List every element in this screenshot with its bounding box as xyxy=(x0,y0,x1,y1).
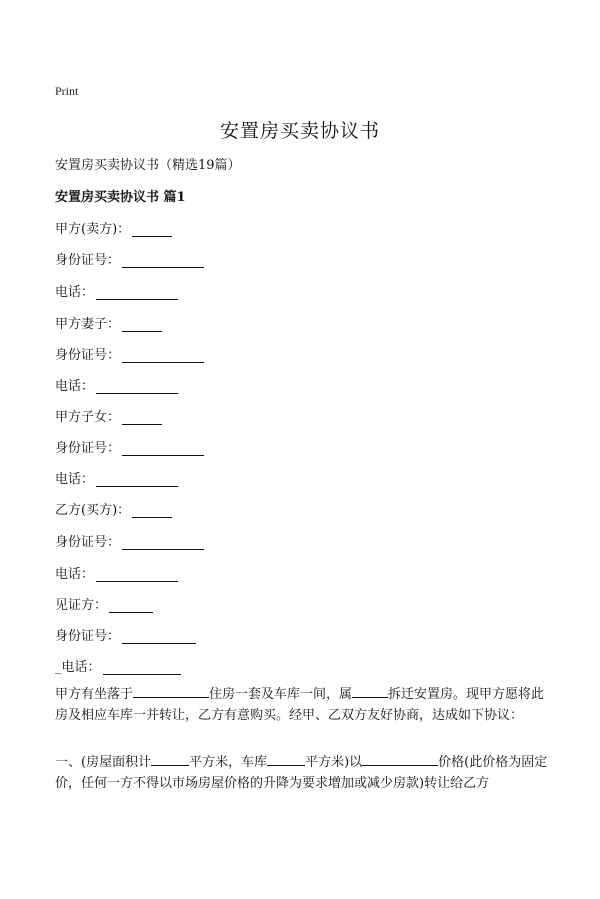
page-title: 安置房买卖协议书 xyxy=(219,120,380,142)
print-link[interactable]: Print xyxy=(55,84,79,98)
field-witness-id xyxy=(55,625,196,644)
field-label: _电话： xyxy=(55,660,101,675)
blank-line xyxy=(109,598,153,613)
clause-text: 平方米，车库 xyxy=(189,755,268,770)
blank-line xyxy=(267,752,305,766)
document-subtitle: 安置房买卖协议书（精选19篇） xyxy=(55,158,241,173)
blank-line xyxy=(132,503,172,518)
blank-line xyxy=(103,660,181,675)
field-witness xyxy=(55,594,153,613)
blank-line xyxy=(96,285,178,300)
field-seller xyxy=(55,218,172,237)
blank-line xyxy=(133,684,209,698)
blank-line xyxy=(122,629,196,644)
field-buyer xyxy=(55,499,172,518)
field-label: 见证方： xyxy=(55,598,108,613)
field-label: 甲方(卖方)： xyxy=(55,222,131,237)
field-buyer-id xyxy=(55,531,204,550)
blank-line xyxy=(96,472,178,487)
field-seller-wife xyxy=(55,313,162,332)
clause-text: 一、(房屋面积计 xyxy=(55,755,152,770)
field-children-phone xyxy=(55,468,178,487)
field-wife-phone xyxy=(55,375,178,394)
clause-text: 价格(此价格为固定价，任何一方不得以市场房屋价格的升降为要求增加或减少房款)转让给乙方 xyxy=(55,755,548,791)
blank-line xyxy=(96,379,178,394)
blank-line xyxy=(362,752,438,766)
blank-line xyxy=(96,567,178,582)
blank-line xyxy=(122,535,204,550)
field-label: 身份证号： xyxy=(55,535,121,550)
field-children-id xyxy=(55,437,204,456)
field-seller-phone xyxy=(55,281,178,300)
clause-text: 甲方有坐落于 xyxy=(55,687,134,702)
field-label: 电话： xyxy=(55,472,95,487)
field-label: 乙方(买方)： xyxy=(55,503,131,518)
field-label: 电话： xyxy=(55,567,95,582)
field-label: 身份证号： xyxy=(55,348,121,363)
blank-line xyxy=(122,441,204,456)
blank-line xyxy=(122,317,162,332)
clause-text: 拆迁安置房。现甲方愿将此房及相应车库一并转让，乙方有意购买。经甲、乙双方友好协商，达成如下协议： xyxy=(55,687,545,723)
section-heading: 安置房买卖协议书 篇1 xyxy=(55,190,186,205)
field-label: 身份证号： xyxy=(55,253,121,268)
blank-line xyxy=(122,348,204,363)
field-label: 甲方子女： xyxy=(55,410,121,425)
blank-line xyxy=(352,684,388,698)
clause-one xyxy=(55,752,550,794)
blank-line xyxy=(151,752,189,766)
field-buyer-phone xyxy=(55,563,178,582)
clause-text: 平方米)以 xyxy=(305,755,363,770)
field-seller-id xyxy=(55,249,204,268)
field-witness-phone xyxy=(55,656,181,675)
blank-line xyxy=(122,410,162,425)
field-label: 身份证号： xyxy=(55,629,121,644)
field-label: 身份证号： xyxy=(55,441,121,456)
blank-line xyxy=(132,222,172,237)
clause-intro xyxy=(55,684,550,726)
field-wife-id xyxy=(55,344,204,363)
field-seller-children xyxy=(55,406,162,425)
blank-line xyxy=(122,253,204,268)
field-label: 电话： xyxy=(55,379,95,394)
clause-text: 住房一套及车库一间，属 xyxy=(209,687,353,702)
field-label: 电话： xyxy=(55,285,95,300)
field-label: 甲方妻子： xyxy=(55,317,121,332)
